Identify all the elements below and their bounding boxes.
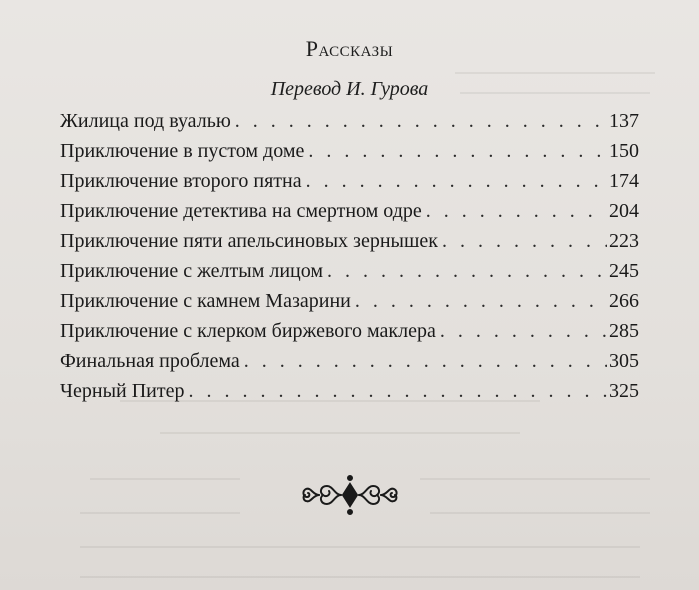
toc-entry-page: 266	[609, 290, 639, 312]
toc-entry-page: 305	[609, 350, 639, 372]
toc-leader-dots	[244, 346, 607, 376]
toc-leader-dots	[440, 316, 607, 346]
toc-entry	[60, 256, 639, 286]
toc-leader-dots	[426, 196, 607, 226]
toc-entry-page: 245	[609, 260, 639, 282]
toc-entry-title: Приключение с клерком биржевого маклера	[60, 320, 436, 342]
toc-entry-title: Финальная проблема	[60, 350, 240, 372]
toc-entry-title: Приключение детектива на смертном одре	[60, 200, 422, 222]
toc-leader-dots	[188, 376, 607, 406]
section-title: Рассказы	[305, 36, 394, 61]
toc-entry-page: 137	[609, 110, 639, 132]
toc-entry-page: 325	[609, 380, 639, 402]
toc-entry-page: 204	[609, 200, 639, 222]
toc-entry-title: Приключение пяти апельсиновых зернышек	[60, 230, 438, 252]
toc-entry-page: 223	[609, 230, 639, 252]
toc-leader-dots	[327, 256, 607, 286]
toc-entry	[60, 346, 639, 376]
decorative-flourish-icon	[297, 472, 403, 518]
toc-entry-title: Черный Питер	[60, 380, 185, 402]
toc-entry	[60, 196, 639, 226]
toc-entry	[60, 166, 639, 196]
toc-entry	[60, 376, 639, 406]
table-of-contents	[60, 106, 639, 406]
toc-entry-page: 150	[609, 140, 639, 162]
toc-leader-dots	[235, 106, 607, 136]
toc-entry-title: Приключение с камнем Мазарини	[60, 290, 351, 312]
toc-leader-dots	[442, 226, 607, 256]
toc-entry	[60, 136, 639, 166]
toc-entry-page: 285	[609, 320, 639, 342]
toc-leader-dots	[355, 286, 607, 316]
translator-subtitle: Перевод И. Гурова	[270, 78, 429, 100]
toc-entry-page: 174	[609, 170, 639, 192]
toc-entry-title: Приключение в пустом доме	[60, 140, 305, 162]
toc-leader-dots	[306, 166, 607, 196]
toc-entry-title: Приключение второго пятна	[60, 170, 302, 192]
toc-leader-dots	[308, 136, 607, 166]
toc-entry-title: Жилица под вуалью	[60, 110, 231, 132]
toc-entry	[60, 316, 639, 346]
toc-entry	[60, 226, 639, 256]
toc-entry	[60, 286, 639, 316]
toc-entry	[60, 106, 639, 136]
toc-entry-title: Приключение с желтым лицом	[60, 260, 324, 282]
